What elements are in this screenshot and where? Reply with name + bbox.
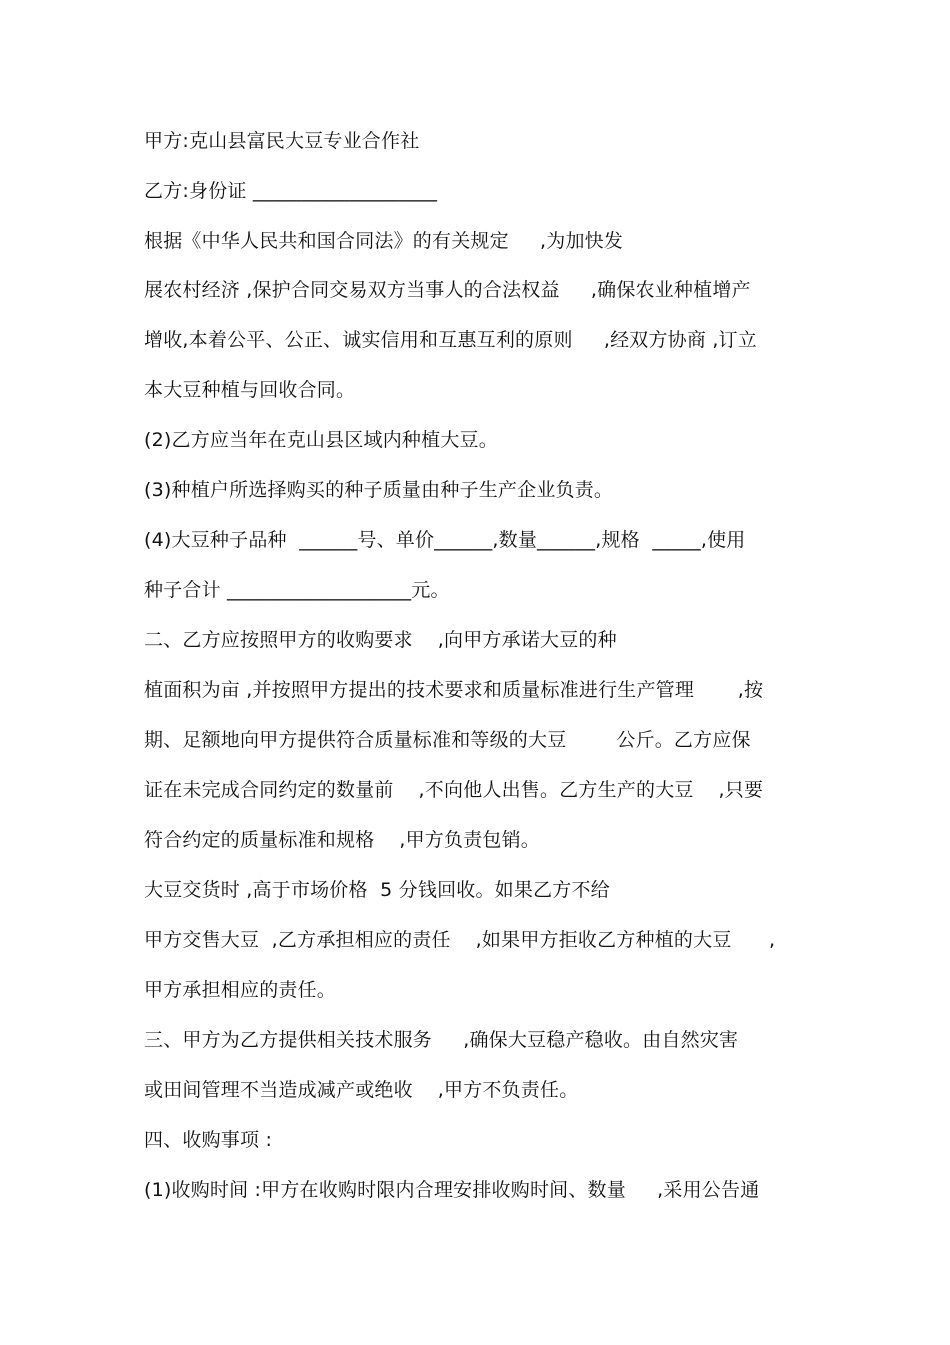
clause-line: (3)种植户所选择购买的种子质量由种子生产企业负责。 — [144, 479, 614, 501]
paragraph-line: 植面积为亩 ,并按照甲方提出的技术要求和质量标准进行生产管理 ,按 — [144, 679, 764, 701]
party-a-line: 甲方:克山县富民大豆专业合作社 — [144, 130, 420, 152]
paragraph-line: 展农村经济 ,保护合同交易双方当事人的合法权益 ,确保农业种植增产 — [144, 279, 751, 301]
clause-line: 种子合计 ___________________元。 — [144, 579, 450, 601]
section-heading-line: 四、收购事项 : — [144, 1129, 273, 1151]
paragraph-line: 期、足额地向甲方提供符合质量标准和等级的大豆 公斤。乙方应保 — [144, 729, 751, 751]
paragraph-line: 本大豆种植与回收合同。 — [144, 379, 356, 401]
paragraph-line: 符合约定的质量标准和规格 ,甲方负责包销。 — [144, 829, 540, 851]
paragraph-line: 增收,本着公平、公正、诚实信用和互惠互利的原则 ,经双方协商 ,订立 — [144, 329, 757, 351]
paragraph-line: 证在未完成合同约定的数量前 ,不向他人出售。乙方生产的大豆 ,只要 — [144, 779, 764, 801]
clause-line: (4)大豆种子品种 ______号、单价______,数量______,规格 _____,使用 — [144, 529, 746, 551]
paragraph-line: 甲方交售大豆 ,乙方承担相应的责任 ,如果甲方拒收乙方种植的大豆 , — [144, 929, 776, 951]
clause-line: (2)乙方应当年在克山县区域内种植大豆。 — [144, 429, 498, 451]
clause-line: (1)收购时间 :甲方在收购时限内合理安排收购时间、数量 ,采用公告通 — [144, 1179, 760, 1201]
paragraph-line: 或田间管理不当造成减产或绝收 ,甲方不负责任。 — [144, 1079, 579, 1101]
section-heading-line: 三、甲方为乙方提供相关技术服务 ,确保大豆稳产稳收。由自然灾害 — [144, 1029, 739, 1051]
paragraph-line: 大豆交货时 ,高于市场价格 5 分钱回收。如果乙方不给 — [144, 879, 610, 901]
party-b-line: 乙方:身份证 ___________________ — [144, 180, 438, 202]
section-heading-line: 二、乙方应按照甲方的收购要求 ,向甲方承诺大豆的种 — [144, 629, 617, 651]
paragraph-line: 甲方承担相应的责任。 — [144, 979, 337, 1001]
paragraph-line: 根据《中华人民共和国合同法》的有关规定 ,为加快发 — [144, 230, 624, 252]
